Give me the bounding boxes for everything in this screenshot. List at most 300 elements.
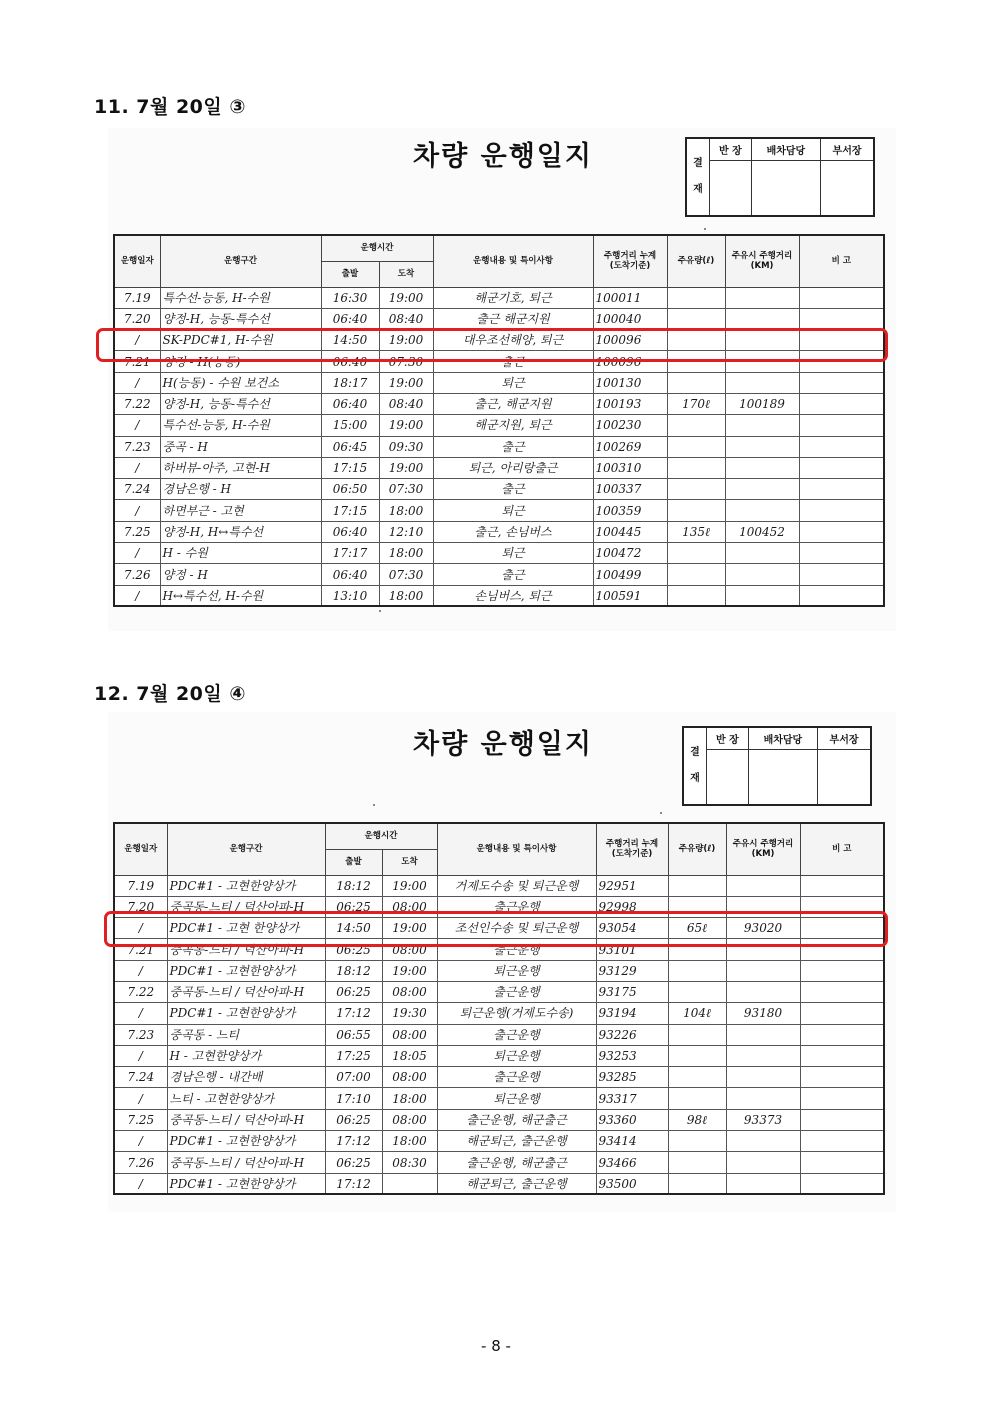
- section-heading-2: 12. 7월 20일 ④: [94, 683, 246, 705]
- logbook-title: 차량 운행일지: [413, 729, 593, 760]
- logbook-scan-1: [108, 128, 896, 631]
- row-fuel: [667, 287, 725, 308]
- row-content: 거제도수송 및 퇴근운행: [437, 875, 596, 896]
- row-date: /: [114, 1131, 167, 1152]
- row-route: 경남은행 - H: [160, 479, 321, 500]
- row-odometer: 100359: [593, 500, 667, 521]
- header-content: 운행내용 및 특이사항: [433, 235, 593, 287]
- row-date: 7.25: [114, 1109, 167, 1130]
- row-content: 출근운행: [437, 981, 596, 1002]
- row-depart: 06:25: [325, 896, 382, 917]
- table-row: [114, 479, 884, 500]
- approval-sign-1: [710, 160, 752, 216]
- row-route: 양정 - H(능동): [160, 351, 321, 372]
- row-depart: 06:50: [321, 479, 379, 500]
- row-content: 출근운행: [437, 1024, 596, 1045]
- row-date: 7.23: [114, 1024, 167, 1045]
- row-fuel: [667, 564, 725, 585]
- row-note: [799, 393, 884, 414]
- row-depart: 06:25: [325, 1152, 382, 1173]
- header-date: 운행일자: [114, 235, 160, 287]
- row-fuel: [667, 500, 725, 521]
- row-arrive: 19:30: [382, 1003, 437, 1024]
- row-fuel-km: [726, 1088, 800, 1109]
- approval-side-label: 결 재: [683, 727, 707, 805]
- approval-col-1: 반 장: [710, 138, 752, 160]
- row-note: [799, 521, 884, 542]
- row-route: PDC#1 - 고현한양상가: [167, 1131, 325, 1152]
- row-fuel: [668, 960, 726, 981]
- row-content: 출근 해군지원: [433, 308, 593, 329]
- table-row: [114, 564, 884, 585]
- row-date: /: [114, 918, 167, 939]
- approval-box: [685, 137, 875, 217]
- approval-sign-2: [748, 749, 817, 805]
- highlight-box-2: [104, 911, 888, 947]
- row-odometer: 93500: [596, 1173, 668, 1194]
- row-odometer: 93101: [596, 939, 668, 960]
- row-fuel-km: [726, 1131, 800, 1152]
- row-fuel: 65ℓ: [668, 918, 726, 939]
- table-row: [114, 1067, 884, 1088]
- row-content: 퇴근: [433, 543, 593, 564]
- row-arrive: 07:30: [379, 351, 433, 372]
- row-content: 출근운행: [437, 1067, 596, 1088]
- header-content: 운행내용 및 특이사항: [437, 823, 596, 875]
- row-fuel-km: [726, 875, 800, 896]
- row-route: 경남은행 - 내간배: [167, 1067, 325, 1088]
- row-date: /: [114, 330, 160, 351]
- row-fuel: 170ℓ: [667, 393, 725, 414]
- row-fuel-km: 93373: [726, 1109, 800, 1130]
- row-arrive: 18:00: [379, 543, 433, 564]
- row-route: 중곡동-느티 / 덕산아파-H: [167, 1152, 325, 1173]
- row-fuel: [668, 875, 726, 896]
- row-odometer: 100445: [593, 521, 667, 542]
- row-date: /: [114, 1088, 167, 1109]
- row-fuel: [667, 415, 725, 436]
- row-content: 해군퇴근, 출근운행: [437, 1131, 596, 1152]
- table-row: [114, 415, 884, 436]
- table-row: [114, 543, 884, 564]
- table-row: [114, 500, 884, 521]
- row-depart: 17:12: [325, 1131, 382, 1152]
- row-odometer: 100591: [593, 585, 667, 606]
- header-time: 운행시간: [325, 823, 437, 849]
- row-note: [800, 1109, 884, 1130]
- row-note: [800, 1173, 884, 1194]
- row-content: 퇴근운행(거제도수송): [437, 1003, 596, 1024]
- row-fuel: 135ℓ: [667, 521, 725, 542]
- row-fuel-km: [725, 436, 799, 457]
- row-note: [799, 500, 884, 521]
- header-depart: 출발: [321, 261, 379, 287]
- row-fuel-km: 93020: [726, 918, 800, 939]
- row-arrive: 19:00: [379, 415, 433, 436]
- row-date: /: [114, 1173, 167, 1194]
- row-fuel: [667, 585, 725, 606]
- page-number: - 8 -: [481, 1337, 511, 1355]
- row-content: 해군지원, 퇴근: [433, 415, 593, 436]
- row-arrive: 08:00: [382, 1109, 437, 1130]
- row-note: [799, 479, 884, 500]
- approval-col-3: 부서장: [818, 727, 871, 749]
- row-note: [799, 372, 884, 393]
- row-date: /: [114, 585, 160, 606]
- row-fuel-km: 93180: [726, 1003, 800, 1024]
- row-arrive: 19:00: [379, 457, 433, 478]
- row-fuel: [668, 1152, 726, 1173]
- row-content: 퇴근, 아리랑출근: [433, 457, 593, 478]
- row-depart: 06:25: [325, 1109, 382, 1130]
- row-odometer: 93129: [596, 960, 668, 981]
- row-arrive: 18:00: [382, 1131, 437, 1152]
- row-fuel-km: [726, 960, 800, 981]
- row-route: PDC#1 - 고현한양상가: [167, 1173, 325, 1194]
- row-odometer: 93253: [596, 1045, 668, 1066]
- row-route: 하면부근 - 고현: [160, 500, 321, 521]
- row-arrive: 09:30: [379, 436, 433, 457]
- row-arrive: 19:00: [379, 287, 433, 308]
- header-fuel-km: 주유시 주행거리 (KM): [726, 823, 800, 875]
- row-content: 손님버스, 퇴근: [433, 585, 593, 606]
- row-route: SK-PDC#1, H-수원: [160, 330, 321, 351]
- header-note: 비 고: [800, 823, 884, 875]
- row-route: 중곡 - H: [160, 436, 321, 457]
- row-date: /: [114, 1045, 167, 1066]
- row-fuel-km: [726, 981, 800, 1002]
- row-note: [800, 1003, 884, 1024]
- table-row: [114, 308, 884, 329]
- row-date: 7.24: [114, 1067, 167, 1088]
- row-content: 퇴근: [433, 372, 593, 393]
- header-date: 운행일자: [114, 823, 167, 875]
- row-route: H - 수원: [160, 543, 321, 564]
- row-date: 7.26: [114, 564, 160, 585]
- approval-side-label: 결 재: [686, 138, 710, 216]
- row-fuel: [667, 543, 725, 564]
- row-depart: 06:25: [325, 981, 382, 1002]
- table-row: [114, 1109, 884, 1130]
- row-fuel-km: [725, 564, 799, 585]
- row-content: 퇴근운행: [437, 1045, 596, 1066]
- row-fuel-km: [726, 1067, 800, 1088]
- table-row: [114, 1045, 884, 1066]
- row-fuel-km: 100452: [725, 521, 799, 542]
- row-note: [800, 1067, 884, 1088]
- row-note: [799, 457, 884, 478]
- row-depart: 14:50: [325, 918, 382, 939]
- approval-sign-3: [818, 749, 871, 805]
- table-row: [114, 393, 884, 414]
- table-row: [114, 875, 884, 896]
- row-content: 출근: [433, 436, 593, 457]
- row-route: 양정-H, 능동-특수선: [160, 308, 321, 329]
- table-row: [114, 585, 884, 606]
- row-fuel: [667, 457, 725, 478]
- row-depart: 18:12: [325, 875, 382, 896]
- section-heading-1: 11. 7월 20일 ③: [94, 96, 246, 118]
- row-note: [800, 1131, 884, 1152]
- row-fuel-km: [725, 287, 799, 308]
- table-row: [114, 1173, 884, 1194]
- row-route: 중곡동-느티 / 덕산아파-H: [167, 939, 325, 960]
- approval-col-2: 배차담당: [751, 138, 820, 160]
- row-fuel-km: [725, 585, 799, 606]
- row-odometer: 100130: [593, 372, 667, 393]
- row-depart: 16:30: [321, 287, 379, 308]
- row-note: [800, 1152, 884, 1173]
- row-route: H - 고현한양상가: [167, 1045, 325, 1066]
- row-route: PDC#1 - 고현한양상가: [167, 1003, 325, 1024]
- row-fuel: [667, 372, 725, 393]
- row-content: 퇴근운행: [437, 1088, 596, 1109]
- row-depart: 06:40: [321, 564, 379, 585]
- row-note: [799, 436, 884, 457]
- row-content: 출근운행, 해군출근: [437, 1152, 596, 1173]
- row-fuel-km: [725, 372, 799, 393]
- row-content: 출근운행: [437, 896, 596, 917]
- row-fuel-km: [725, 308, 799, 329]
- row-arrive: 08:00: [382, 981, 437, 1002]
- row-note: [800, 981, 884, 1002]
- row-odometer: 93317: [596, 1088, 668, 1109]
- table-row: [114, 1131, 884, 1152]
- row-depart: 17:15: [321, 500, 379, 521]
- table-row: [114, 960, 884, 981]
- row-arrive: [382, 1173, 437, 1194]
- row-fuel-km: [725, 415, 799, 436]
- row-route: PDC#1 - 고현 한양상가: [167, 918, 325, 939]
- row-odometer: 93194: [596, 1003, 668, 1024]
- row-fuel-km: [726, 1024, 800, 1045]
- row-depart: 17:15: [321, 457, 379, 478]
- row-arrive: 12:10: [379, 521, 433, 542]
- table-row: [114, 287, 884, 308]
- row-route: 양정 - H: [160, 564, 321, 585]
- row-note: [800, 1088, 884, 1109]
- row-route: 하버뷰-아주, 고현-H: [160, 457, 321, 478]
- table-row: [114, 457, 884, 478]
- row-date: /: [114, 415, 160, 436]
- row-date: /: [114, 500, 160, 521]
- row-content: 해군기호, 퇴근: [433, 287, 593, 308]
- row-route: H(능동) - 수원 보건소: [160, 372, 321, 393]
- row-fuel: [667, 479, 725, 500]
- row-route: 중곡동-느티 / 덕산아파-H: [167, 981, 325, 1002]
- row-odometer: 92998: [596, 896, 668, 917]
- row-odometer: 93175: [596, 981, 668, 1002]
- row-odometer: 100230: [593, 415, 667, 436]
- table-row: [114, 436, 884, 457]
- row-content: 대우조선해양, 퇴근: [433, 330, 593, 351]
- row-route: 중곡동 - 느티: [167, 1024, 325, 1045]
- row-odometer: 100011: [593, 287, 667, 308]
- header-note: 비 고: [799, 235, 884, 287]
- row-fuel-km: [726, 1045, 800, 1066]
- approval-col-1: 반 장: [707, 727, 749, 749]
- row-fuel: [668, 1173, 726, 1194]
- row-date: /: [114, 372, 160, 393]
- row-note: [799, 287, 884, 308]
- row-odometer: 100040: [593, 308, 667, 329]
- row-date: 7.21: [114, 351, 160, 372]
- approval-box: [682, 726, 872, 806]
- approval-sign-3: [821, 160, 874, 216]
- row-date: 7.23: [114, 436, 160, 457]
- row-arrive: 08:00: [382, 1067, 437, 1088]
- row-depart: 06:40: [321, 393, 379, 414]
- row-depart: 13:10: [321, 585, 379, 606]
- row-route: H↔특수선, H-수원: [160, 585, 321, 606]
- row-route: 양정-H, 능동-특수선: [160, 393, 321, 414]
- table-row: [114, 1152, 884, 1173]
- row-depart: 06:45: [321, 436, 379, 457]
- row-content: 출근: [433, 479, 593, 500]
- row-odometer: 100096: [593, 330, 667, 351]
- row-content: 해군퇴근, 출근운행: [437, 1173, 596, 1194]
- row-content: 출근운행, 해군출근: [437, 1109, 596, 1130]
- row-odometer: 100269: [593, 436, 667, 457]
- row-route: 양정-H, H↔특수선: [160, 521, 321, 542]
- row-odometer: 100472: [593, 543, 667, 564]
- row-arrive: 08:40: [379, 393, 433, 414]
- row-odometer: 93466: [596, 1152, 668, 1173]
- row-fuel: [667, 436, 725, 457]
- row-note: [799, 564, 884, 585]
- logbook-scan-2: [108, 712, 896, 1212]
- row-depart: 17:25: [325, 1045, 382, 1066]
- approval-sign-1: [707, 749, 749, 805]
- row-fuel: [668, 1131, 726, 1152]
- logbook-title: 차량 운행일지: [413, 141, 593, 172]
- header-fuel-km: 주유시 주행거리 (KM): [725, 235, 799, 287]
- row-fuel: [668, 1088, 726, 1109]
- row-odometer: 93414: [596, 1131, 668, 1152]
- row-date: 7.26: [114, 1152, 167, 1173]
- header-arrive: 도착: [382, 849, 437, 875]
- header-odometer: 주행거리 누계 (도착기준): [596, 823, 668, 875]
- row-date: 7.20: [114, 896, 167, 917]
- row-date: 7.19: [114, 875, 167, 896]
- row-route: 중곡동-느티 / 덕산아파-H: [167, 1109, 325, 1130]
- row-fuel: [667, 308, 725, 329]
- row-route: 특수선-능동, H-수원: [160, 287, 321, 308]
- row-depart: 06:55: [325, 1024, 382, 1045]
- table-row: [114, 981, 884, 1002]
- row-note: [800, 1045, 884, 1066]
- approval-col-2: 배차담당: [748, 727, 817, 749]
- row-odometer: 93285: [596, 1067, 668, 1088]
- row-odometer: 100096: [593, 351, 667, 372]
- row-depart: 06:40: [321, 351, 379, 372]
- row-depart: 17:10: [325, 1088, 382, 1109]
- header-odometer: 주행거리 누계 (도착기준): [593, 235, 667, 287]
- row-arrive: 18:00: [379, 500, 433, 521]
- row-odometer: 93054: [596, 918, 668, 939]
- row-arrive: 19:00: [382, 875, 437, 896]
- row-arrive: 19:00: [382, 918, 437, 939]
- row-route: PDC#1 - 고현한양상가: [167, 960, 325, 981]
- row-note: [799, 585, 884, 606]
- header-route: 운행구간: [160, 235, 321, 287]
- row-date: 7.24: [114, 479, 160, 500]
- row-arrive: 08:00: [382, 1024, 437, 1045]
- row-fuel-km: [726, 1173, 800, 1194]
- row-fuel: 104ℓ: [668, 1003, 726, 1024]
- row-date: 7.22: [114, 981, 167, 1002]
- row-fuel: [668, 1067, 726, 1088]
- row-date: 7.19: [114, 287, 160, 308]
- row-depart: 17:12: [325, 1173, 382, 1194]
- row-depart: 15:00: [321, 415, 379, 436]
- table-row: [114, 372, 884, 393]
- row-fuel: 98ℓ: [668, 1109, 726, 1130]
- row-depart: 18:12: [325, 960, 382, 981]
- header-route: 운행구간: [167, 823, 325, 875]
- row-odometer: 100499: [593, 564, 667, 585]
- row-fuel-km: [725, 479, 799, 500]
- row-route: 느티 - 고현한양상가: [167, 1088, 325, 1109]
- row-depart: 14:50: [321, 330, 379, 351]
- row-depart: 06:40: [321, 521, 379, 542]
- row-date: /: [114, 457, 160, 478]
- row-fuel-km: [725, 500, 799, 521]
- header-fuel: 주유량(ℓ): [667, 235, 725, 287]
- row-date: 7.21: [114, 939, 167, 960]
- approval-col-3: 부서장: [821, 138, 874, 160]
- row-odometer: 100337: [593, 479, 667, 500]
- table-row: [114, 1024, 884, 1045]
- row-note: [800, 1024, 884, 1045]
- logbook-table-1: [113, 234, 885, 607]
- row-route: PDC#1 - 고현한양상가: [167, 875, 325, 896]
- row-content: 출근운행: [437, 939, 596, 960]
- row-odometer: 93360: [596, 1109, 668, 1130]
- row-arrive: 18:00: [379, 585, 433, 606]
- header-depart: 출발: [325, 849, 382, 875]
- row-depart: 17:17: [321, 543, 379, 564]
- row-fuel: [668, 981, 726, 1002]
- row-arrive: 07:30: [379, 564, 433, 585]
- row-arrive: 08:40: [379, 308, 433, 329]
- row-arrive: 08:30: [382, 1152, 437, 1173]
- row-note: [800, 960, 884, 981]
- header-arrive: 도착: [379, 261, 433, 287]
- row-date: /: [114, 960, 167, 981]
- row-arrive: 19:00: [382, 960, 437, 981]
- row-date: /: [114, 1003, 167, 1024]
- row-arrive: 08:00: [382, 896, 437, 917]
- row-odometer: 93226: [596, 1024, 668, 1045]
- header-fuel: 주유량(ℓ): [668, 823, 726, 875]
- row-content: 조선인수송 및 퇴근운행: [437, 918, 596, 939]
- table-row: [114, 1003, 884, 1024]
- row-date: /: [114, 543, 160, 564]
- row-odometer: 92951: [596, 875, 668, 896]
- header-time: 운행시간: [321, 235, 433, 261]
- row-content: 출근: [433, 564, 593, 585]
- row-arrive: 19:00: [379, 330, 433, 351]
- row-fuel-km: [725, 543, 799, 564]
- row-fuel: [668, 1045, 726, 1066]
- table-row: [114, 1088, 884, 1109]
- row-route: 특수선-능동, H-수원: [160, 415, 321, 436]
- table-row: [114, 521, 884, 542]
- row-note: [799, 415, 884, 436]
- row-note: [799, 308, 884, 329]
- row-fuel-km: 100189: [725, 393, 799, 414]
